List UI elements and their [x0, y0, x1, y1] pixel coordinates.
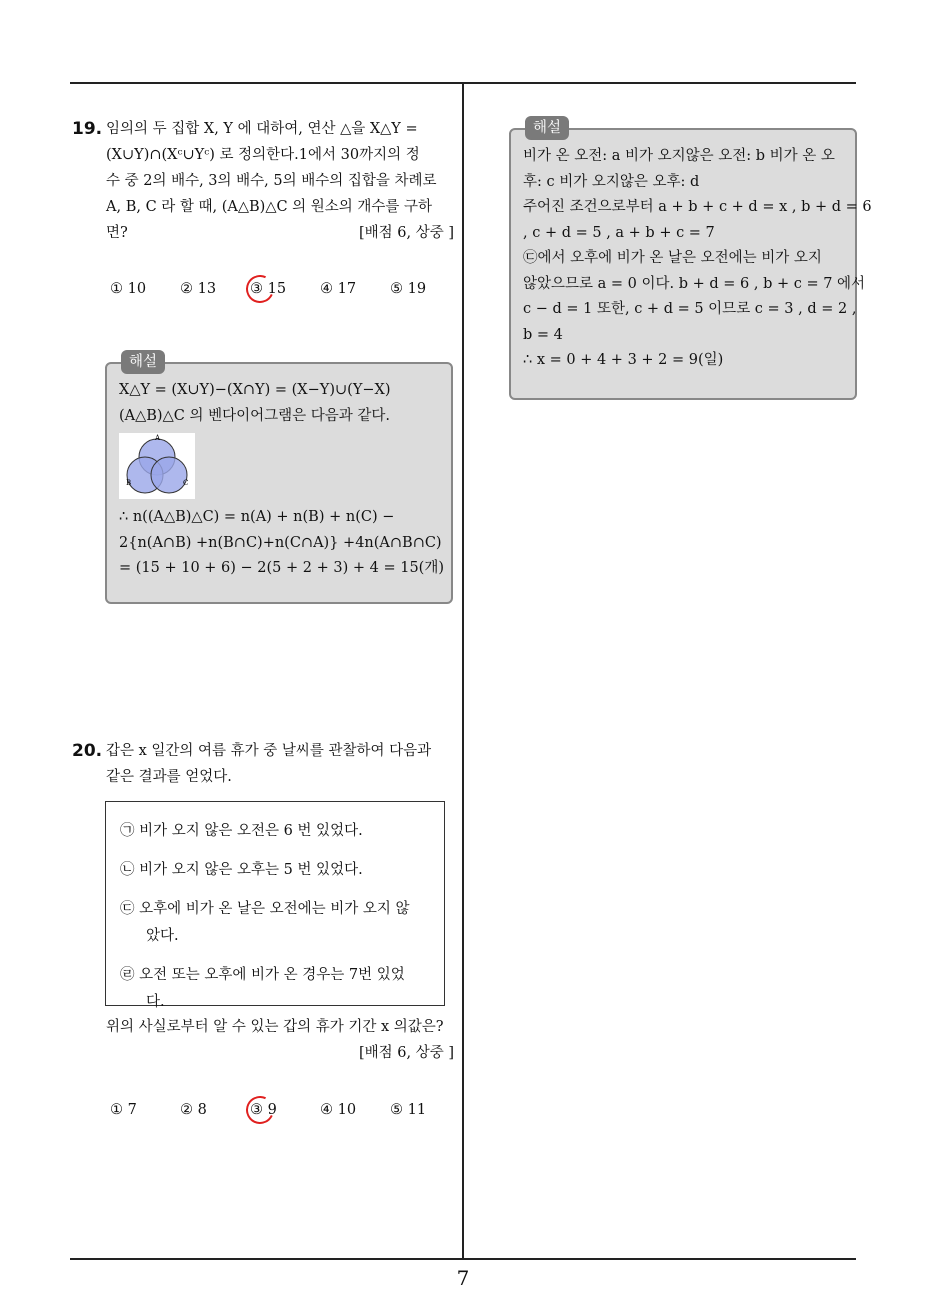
venn-label-a: A	[155, 434, 161, 442]
solution-tag: 해설	[121, 350, 165, 374]
venn-diagram	[119, 433, 195, 499]
choices-19	[110, 281, 460, 297]
question-line: 갑은 x 일간의 여름 휴가 중 날씨를 관찰하여 다음과	[106, 743, 432, 759]
venn-label-b: B	[126, 479, 132, 487]
question-number: 20.	[72, 741, 103, 761]
question-text	[106, 116, 454, 246]
question-20	[72, 738, 454, 790]
solution-line: 비가 온 오전: a 비가 오지않은 오전: b 비가 온 오	[523, 148, 835, 164]
question-line: 같은 결과를 얻었다.	[106, 769, 232, 785]
solution-line: ∴ x = 0 + 4 + 3 + 2 = 9(일)	[523, 352, 724, 368]
page-number: 7	[456, 1266, 470, 1290]
choice-5[interactable]: ⑤ 11	[390, 1102, 427, 1118]
condition-item: ㉣ 오전 또는 오후에 비가 온 경우는 7번 있었다.	[120, 967, 405, 1010]
solution-line: , c + d = 5 , a + b + c = 7	[523, 224, 715, 241]
selected-answer-mark	[242, 271, 278, 307]
venn-label-c: C	[183, 479, 189, 487]
choices-20	[110, 1102, 460, 1118]
column-divider	[462, 84, 464, 1258]
selected-answer-mark	[242, 1092, 278, 1128]
condition-box	[105, 801, 445, 1010]
solution-line: b = 4	[523, 326, 563, 343]
solution-line: X△Y = (X∪Y)−(X∩Y) = (X−Y)∪(Y−X)	[119, 382, 391, 398]
question-line: 위의 사실로부터 알 수 있는 갑의 휴가 기간 x 의값은?	[106, 1019, 444, 1035]
solution-box-20	[509, 120, 872, 400]
question-line: A, B, C 라 할 때, (A△B)△C 의 원소의 개수를 구하	[106, 199, 433, 215]
choice-3[interactable]: ③ 15	[250, 281, 320, 297]
choice-3[interactable]: ③ 9	[250, 1102, 320, 1118]
solution-line: (A△B)△C 의 벤다이어그램은 다음과 같다.	[119, 407, 390, 424]
choice-1[interactable]: ① 7	[110, 1102, 137, 1118]
choice-5[interactable]: ⑤ 19	[390, 281, 427, 297]
solution-line: = (15 + 10 + 6) − 2(5 + 2 + 3) + 4 = 15(개)	[119, 560, 444, 576]
score-label: [배점 6, 상중 ]	[358, 1045, 454, 1061]
question-line: 임의의 두 집합 X, Y 에 대하여, 연산 △을 X△Y =	[106, 121, 418, 137]
condition-item: ㉢ 오후에 비가 온 날은 오전에는 비가 오지 않았다.	[120, 901, 410, 944]
question-number: 19.	[72, 119, 103, 139]
question-line: (X∪Y)∩(Xᶜ∪Yᶜ) 로 정의한다.1에서 30까지의 정	[106, 147, 420, 163]
question-line: 수 중 2의 배수, 3의 배수, 5의 배수의 집합을 차례로	[106, 173, 437, 189]
choice-2[interactable]: ② 8	[180, 1102, 207, 1118]
question-20-prompt	[106, 1014, 454, 1066]
solution-line: 않았으므로 a = 0 이다. b + d = 6 , b + c = 7 에서	[523, 275, 866, 292]
choice-1[interactable]: ① 10	[110, 281, 147, 297]
score-label: [배점 6, 상중 ]	[358, 225, 454, 241]
choice-4[interactable]: ④ 17	[320, 281, 357, 297]
question-line: 면?	[106, 225, 128, 241]
solution-line: 2{n(A∩B) +n(B∩C)+n(C∩A)} +4n(A∩B∩C)	[119, 534, 442, 551]
question-19	[72, 116, 454, 246]
condition-item: ㉡ 비가 오지 않은 오후는 5 번 있었다.	[120, 862, 363, 878]
solution-box-19	[105, 354, 453, 604]
question-text	[106, 738, 454, 790]
bottom-rule	[70, 1258, 856, 1260]
solution-line: ㉢에서 오후에 비가 온 날은 오전에는 비가 오지	[523, 250, 822, 266]
condition-item: ㉠ 비가 오지 않은 오전은 6 번 있었다.	[120, 823, 363, 839]
solution-line: 후: c 비가 오지않은 오후: d	[523, 173, 700, 190]
choice-2[interactable]: ② 13	[180, 281, 217, 297]
solution-line: 주어진 조건으로부터 a + b + c + d = x , b + d = 6	[523, 199, 872, 215]
solution-line: c − d = 1 또한, c + d = 5 이므로 c = 3 , d = 2 ,	[523, 301, 857, 317]
choice-4[interactable]: ④ 10	[320, 1102, 357, 1118]
solution-tag: 해설	[525, 116, 569, 140]
solution-line: ∴ n((A△B)△C) = n(A) + n(B) + n(C) −	[119, 509, 395, 525]
